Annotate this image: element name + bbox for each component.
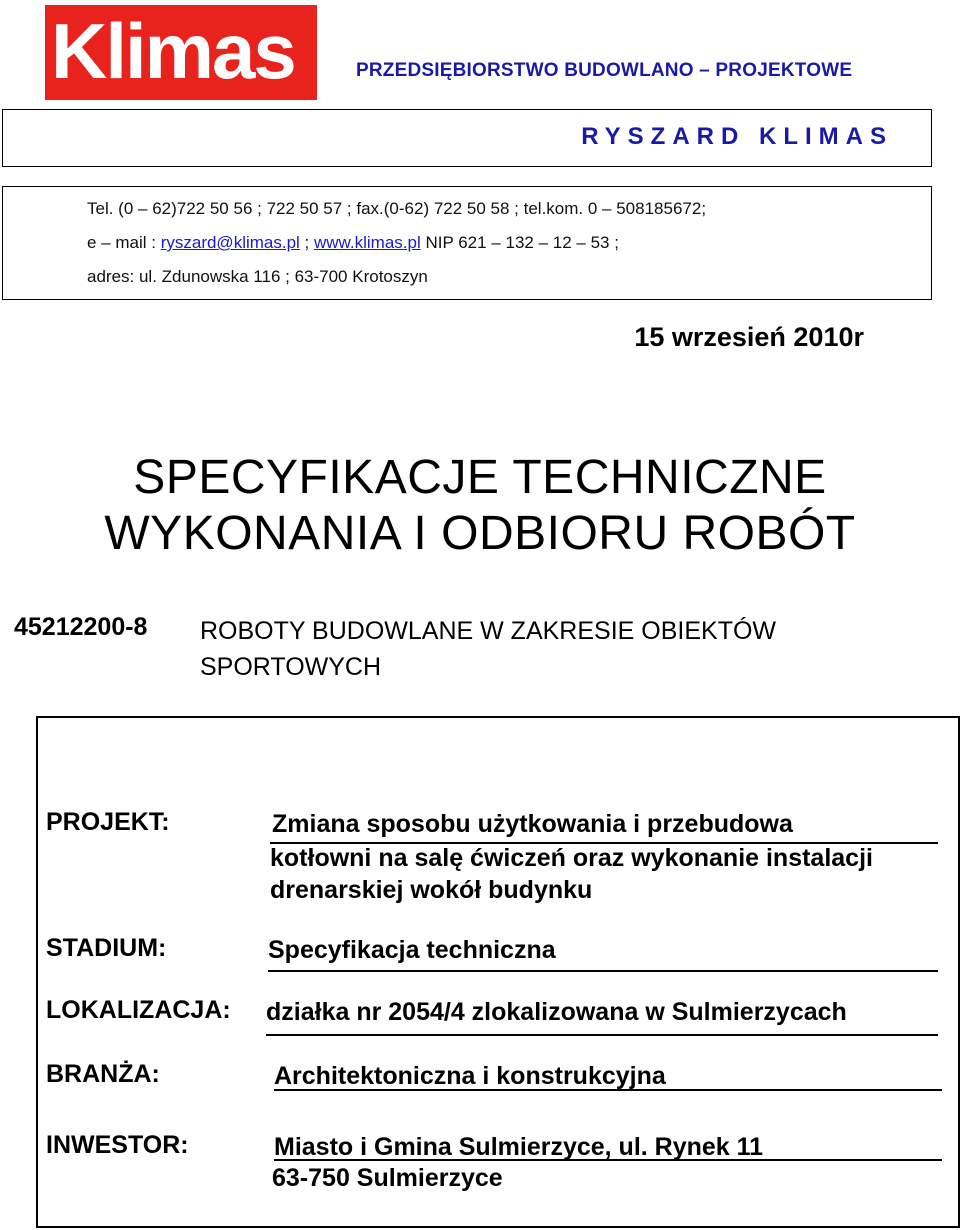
inwestor-label: INWESTOR:	[46, 1131, 189, 1159]
title-line-1: SPECYFIKACJE TECHNICZNE	[133, 451, 827, 504]
cpv-code: 45212200-8	[14, 613, 148, 641]
address-line: adres: ul. Zdunowska 116 ; 63-700 Krotoszyn	[87, 267, 428, 286]
email-prefix: e – mail :	[87, 233, 161, 252]
logo-text: Klimas	[51, 7, 295, 95]
website-link[interactable]: www.klimas.pl	[314, 233, 421, 252]
inwestor-underline	[274, 1159, 942, 1161]
owner-name-box	[2, 109, 932, 167]
stadium-value: Specyfikacja techniczna	[268, 936, 556, 964]
owner-name: RYSZARD KLIMAS	[581, 123, 893, 150]
projekt-line-3: drenarskiej wokół budynku	[270, 876, 593, 904]
separator: ;	[299, 233, 314, 252]
inwestor-line-1: Miasto i Gmina Sulmierzyce, ul. Rynek 11	[274, 1133, 764, 1161]
projekt-line-2: kotłowni na salę ćwiczeń oraz wykonanie instalacji	[270, 844, 873, 872]
lokalizacja-label: LOKALIZACJA:	[46, 996, 231, 1024]
lokalizacja-value: działka nr 2054/4 zlokalizowana w Sulmierzycach	[266, 998, 847, 1026]
company-logo	[45, 5, 317, 100]
branza-value: Architektoniczna i konstrukcyjna	[274, 1062, 666, 1090]
document-title	[0, 450, 960, 562]
projekt-label: PROJEKT:	[46, 808, 170, 836]
stadium-underline	[268, 970, 938, 972]
title-line-2: WYKONANIA I ODBIORU ROBÓT	[104, 507, 856, 560]
projekt-line-1: Zmiana sposobu użytkowania i przebudowa	[272, 810, 793, 838]
branza-underline	[274, 1089, 942, 1091]
company-type: PRZEDSIĘBIORSTWO BUDOWLANO – PROJEKTOWE	[356, 60, 853, 81]
email-line	[87, 233, 619, 253]
contact-box	[2, 186, 932, 300]
email-link[interactable]: ryszard@klimas.pl	[160, 233, 300, 252]
document-date: 15 wrzesień 2010r	[634, 322, 864, 352]
cpv-description: ROBOTY BUDOWLANE W ZAKRESIE OBIEKTÓW SPORTOWYCH	[200, 617, 777, 681]
stadium-label: STADIUM:	[46, 934, 167, 962]
branza-label: BRANŻA:	[46, 1060, 160, 1088]
inwestor-line-2: 63-750 Sulmierzyce	[272, 1164, 503, 1192]
phone-line: Tel. (0 – 62)722 50 56 ; 722 50 57 ; fax.(0-62) 722 50 58 ; tel.kom. 0 – 508185672;	[87, 199, 707, 218]
project-info-box	[36, 716, 960, 1228]
nip-text: NIP 621 – 132 – 12 – 53 ;	[420, 233, 619, 252]
lokalizacja-underline	[266, 1034, 938, 1036]
